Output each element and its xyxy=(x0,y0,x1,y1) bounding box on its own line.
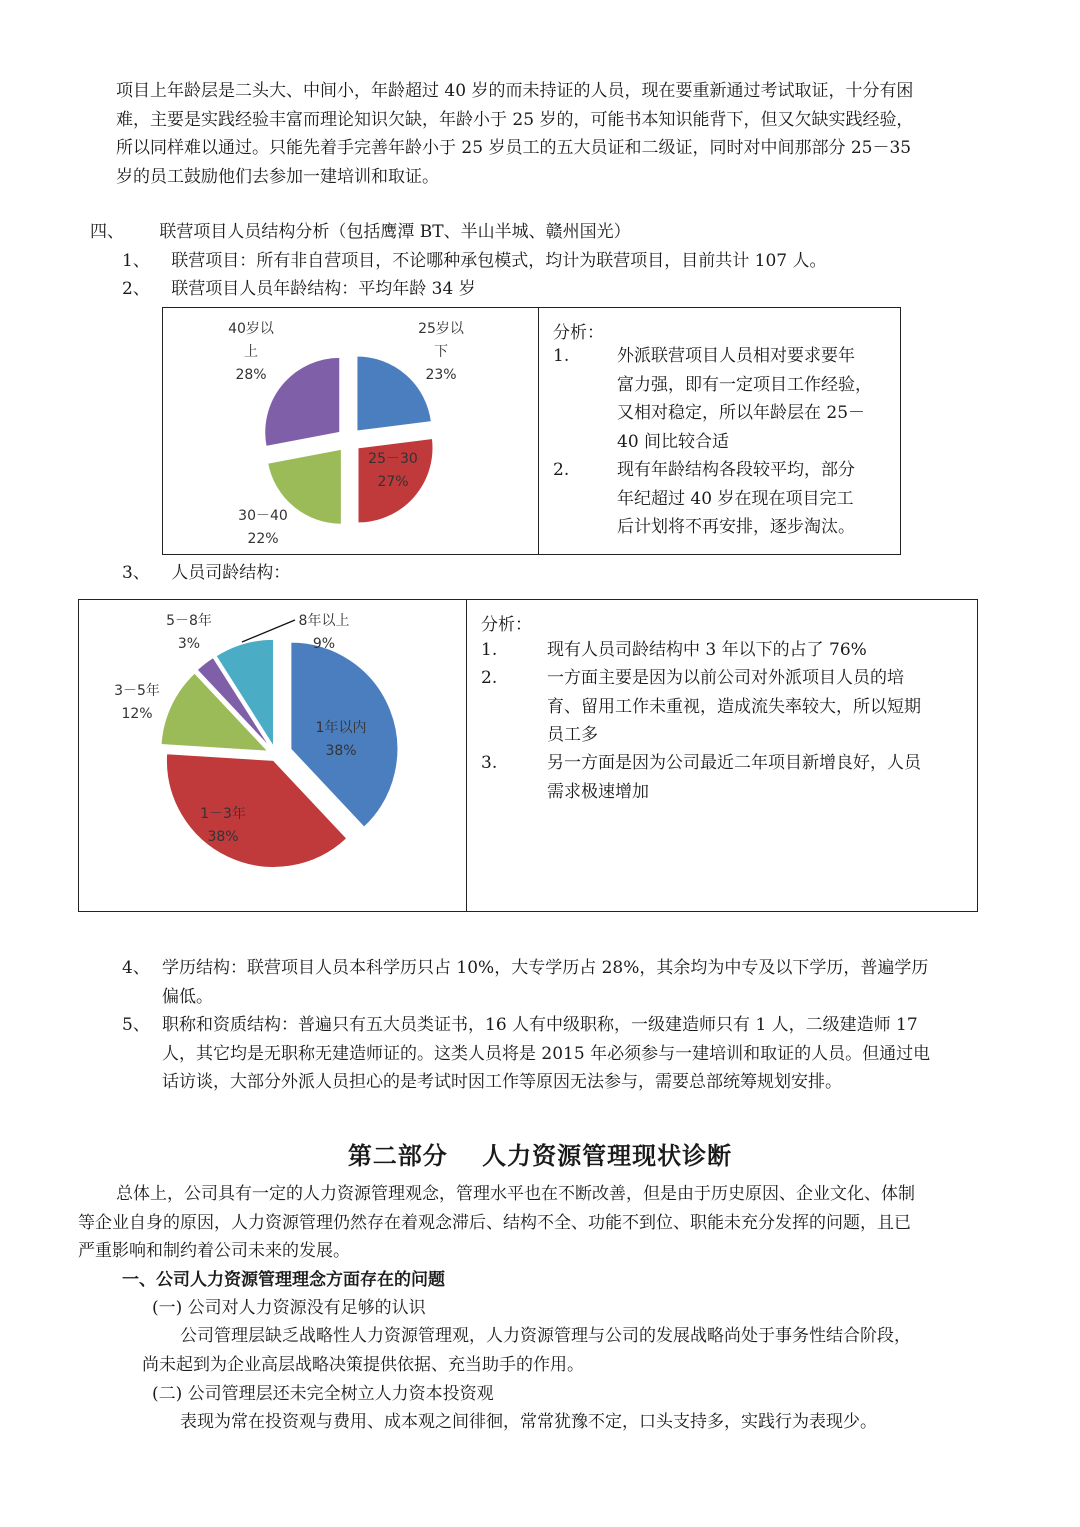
item-number: 5、 xyxy=(122,1015,150,1035)
analysis-line: 40 间比较合适 xyxy=(617,431,730,452)
intro-paragraph xyxy=(116,77,1016,191)
pie-pct-label: 27% xyxy=(377,474,409,490)
analysis-number: 2. xyxy=(481,668,498,688)
analysis-line: 一方面主要是因为以前公司对外派项目人员的培 xyxy=(547,668,904,688)
pie-pct-label: 3% xyxy=(177,636,201,652)
analysis-line: 富力强，即有一定项目工作经验， xyxy=(617,374,872,395)
pie-pct-label: 38% xyxy=(325,743,357,759)
analysis-line: 另一方面是因为公司最近二年项目新增良好，人员 xyxy=(547,753,921,773)
intro-line: 项目上年龄层是二头大、中间小，年龄超过 40 岁的而未持证的人员，现在要重新通过考试取证，十分有困 xyxy=(116,81,914,101)
item-line: 职称和资质结构：普遍只有五大员类证书，16 人有中级职称，一级建造师只有 1 人，二级建造师 17 xyxy=(162,1015,918,1035)
pie-pct-label: 23% xyxy=(425,367,457,383)
part2-intro xyxy=(78,1180,1008,1266)
intro-line: 难，主要是实践经验丰富而理论知识欠缺，年龄小于 25 岁的，可能书本知识能背下，但又欠缺实践经验， xyxy=(116,109,914,130)
part2-intro-line: 严重影响和制约着公司未来的发展。 xyxy=(78,1241,350,1261)
pie-category-label: 25岁以 xyxy=(418,321,464,337)
analysis-number: 1. xyxy=(553,346,570,366)
item-number: 2、 xyxy=(122,279,150,299)
part2-subheading-1-2-text: 表现为常在投资观与费用、成本观之间徘徊，常常犹豫不定，口头支持多，实践行为表现少。 xyxy=(180,1412,877,1432)
item-text: 联营项目：所有非自营项目，不论哪种承包模式，均计为联营项目，目前共计 107 人。 xyxy=(171,251,827,271)
item-line: 话访谈，大部分外派人员担心的是考试时因工作等原因无法参与，需要总部统筹规划安排。 xyxy=(162,1072,842,1092)
analysis-line: 育、留用工作未重视，造成流失率较大，所以短期 xyxy=(547,696,921,717)
item-line: 人，其它均是无职称无建造师证的。这类人员将是 2015 年必须参与一建培训和取证的人员。但通过电 xyxy=(162,1043,931,1064)
text-line: 公司管理层缺乏战略性人力资源管理观，人力资源管理与公司的发展战略尚处于事务性结合阶段， xyxy=(180,1326,911,1346)
pie-slice-1 xyxy=(357,356,431,431)
analysis-text xyxy=(617,456,897,542)
section4-item-1 xyxy=(122,247,827,275)
analysis-text xyxy=(547,749,973,806)
pie-category-label: 30－40 xyxy=(238,508,288,524)
pie-pct-label: 28% xyxy=(235,367,267,383)
analysis-line: 现有年龄结构各段较平均，部分 xyxy=(617,460,855,480)
pie-pct-label: 9% xyxy=(312,636,336,652)
analysis-line: 现有人员司龄结构中 3 年以下的占了 76% xyxy=(547,640,867,660)
part2-subheading-1-1: (一) 公司对人力资源没有足够的认识 xyxy=(152,1298,426,1318)
analysis-text xyxy=(547,636,973,665)
part2-intro-line: 等企业自身的原因，人力资源管理仍然存在着观念滞后、结构不全、功能不到位、职能未充分发挥的问题，且已 xyxy=(78,1212,911,1233)
tenure-chart-box xyxy=(78,599,468,912)
pie-category-label: 8年以上 xyxy=(298,613,350,629)
tenure-analysis-box xyxy=(466,599,978,912)
age-analysis-box xyxy=(538,307,901,555)
analysis-title: 分析： xyxy=(481,615,532,635)
item-line: 学历结构：联营项目人员本科学历只占 10%，大专学历占 28%，其余均为中专及以下学历，普遍学历 xyxy=(162,958,929,978)
pie-pct-label: 12% xyxy=(121,706,153,722)
analysis-number: 3. xyxy=(481,753,498,773)
pie-category-label: 上 xyxy=(244,344,258,360)
part2-subheading-1: 一、公司人力资源管理理念方面存在的问题 xyxy=(122,1270,445,1290)
analysis-line: 需求极速增加 xyxy=(547,781,649,802)
pie-pct-label: 22% xyxy=(247,531,279,547)
pie-category-label: 1年以内 xyxy=(315,720,367,736)
pie-pct-label: 38% xyxy=(207,829,239,845)
analysis-text xyxy=(547,664,973,750)
tenure-pie-chart xyxy=(79,600,467,911)
item-number: 1、 xyxy=(122,251,150,271)
pie-category-label: 3－5年 xyxy=(114,683,160,699)
pie-category-label: 25－30 xyxy=(368,451,418,467)
analysis-line: 员工多 xyxy=(547,725,598,745)
section4-item-2 xyxy=(122,275,476,303)
analysis-line: 外派联营项目人员相对要求要年 xyxy=(617,346,855,366)
item-text: 联营项目人员年龄结构：平均年龄 34 岁 xyxy=(171,279,476,299)
item-text xyxy=(162,1011,1012,1097)
intro-line: 所以同样难以通过。只能先着手完善年龄小于 25 岁员工的五大员证和二级证，同时对中间那部分 25－35 xyxy=(116,138,912,158)
section4-title: 联营项目人员结构分析（包括鹰潭 BT、半山半城、赣州国光） xyxy=(159,222,631,242)
analysis-number: 2. xyxy=(553,460,570,480)
part2-subheading-1-2: (二) 公司管理层还未完全树立人力资本投资观 xyxy=(152,1384,494,1404)
pie-category-label: 下 xyxy=(434,344,448,360)
part2-heading: 第二部分 人力资源管理现状诊断 xyxy=(347,1141,733,1170)
pie-category-label: 5－8年 xyxy=(166,613,212,629)
pie-slice-4 xyxy=(265,357,340,446)
part2-subheading-1-1-text xyxy=(142,1322,1012,1379)
age-pie-chart xyxy=(163,308,539,554)
item-text: 人员司龄结构： xyxy=(171,563,291,583)
analysis-line: 又相对稳定，所以年龄层在 25－ xyxy=(617,403,866,423)
analysis-number: 1. xyxy=(481,640,498,660)
analysis-line: 后计划将不再安排，逐步淘汰。 xyxy=(617,517,855,537)
pie-category-label: 1－3年 xyxy=(200,806,246,822)
pie-leader-line xyxy=(242,620,295,642)
item-number: 3、 xyxy=(122,563,150,583)
analysis-text xyxy=(617,342,897,456)
intro-line: 岁的员工鼓励他们去参加一建培训和取证。 xyxy=(116,166,439,187)
analysis-line: 年纪超过 40 岁在现在项目完工 xyxy=(617,488,854,509)
text-line: 尚未起到为企业高层战略决策提供依据、充当助手的作用。 xyxy=(142,1354,584,1375)
item-text xyxy=(162,954,1012,1011)
analysis-title: 分析： xyxy=(553,323,604,343)
age-chart-box xyxy=(162,307,540,555)
part2-intro-line: 总体上，公司具有一定的人力资源管理观念，管理水平也在不断改善，但是由于历史原因、企业文化、体制 xyxy=(116,1184,915,1204)
section4-item-3 xyxy=(122,559,290,587)
item-number: 4、 xyxy=(122,958,150,978)
item-line: 偏低。 xyxy=(162,986,213,1007)
section4-heading xyxy=(90,218,631,246)
section4-number: 四、 xyxy=(90,222,124,242)
pie-category-label: 40岁以 xyxy=(228,321,274,337)
